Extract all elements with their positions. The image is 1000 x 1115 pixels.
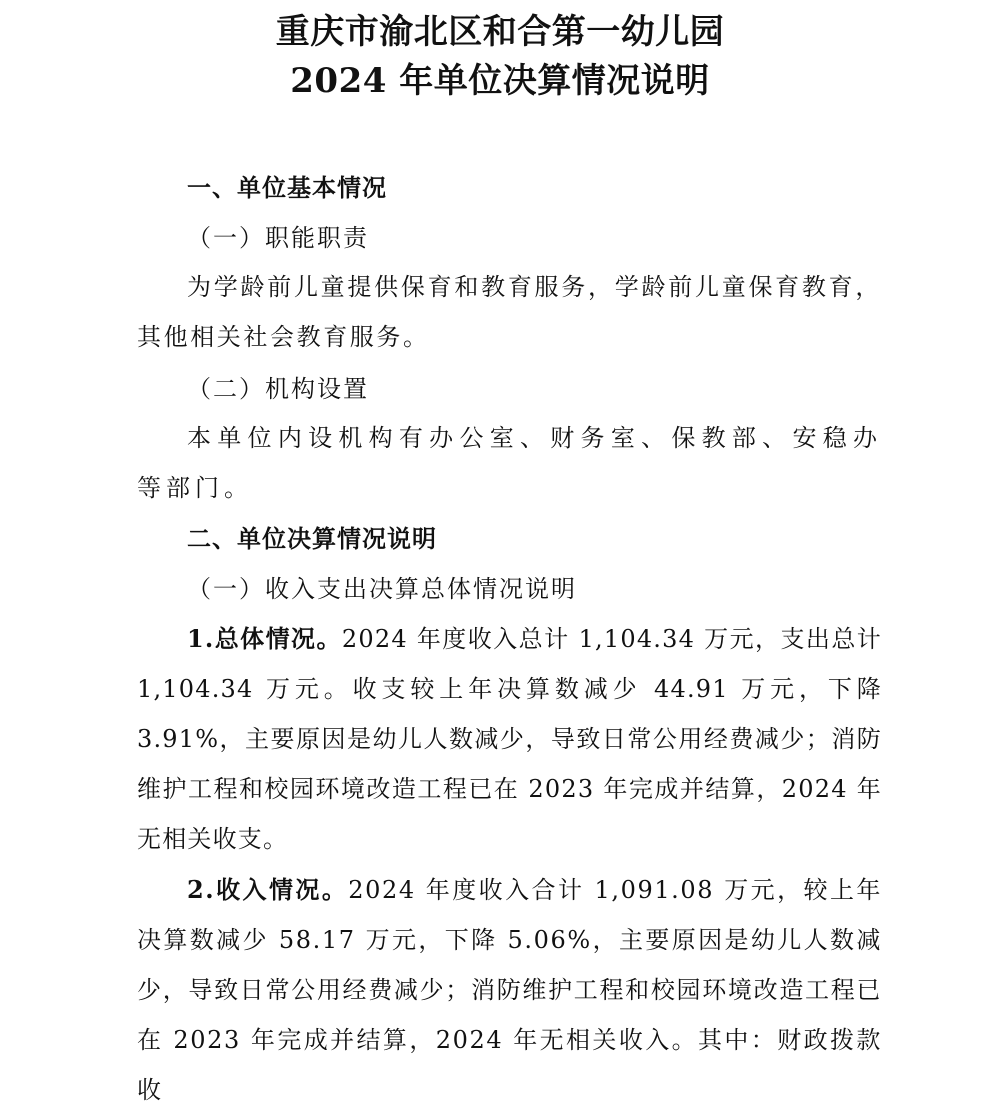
paragraph-body-income: 2024 年度收入合计 1,091.08 万元，较上年决算数减少 58.17 万元，下降 5.06%，主要原因是幼儿人数减少，导致日常公用经费减少；消防维护工程和校园环境改造工程已在 2023 年完成并结算，2024 年无相关收入。其中：财政拨款收 <box>137 876 882 1104</box>
paragraph-lead-overall: 1.总体情况。 <box>187 624 342 653</box>
paragraph-lead-income: 2.收入情况。 <box>187 875 349 904</box>
document-title-line2: 2024 年单位决算情况说明 <box>290 61 710 101</box>
section-heading-basic-info: 一、单位基本情况 <box>187 173 387 202</box>
section-heading-final-accounts: 二、单位决算情况说明 <box>187 524 437 553</box>
subsection-heading-organization: （二）机构设置 <box>187 375 369 403</box>
paragraph-overall-situation <box>137 614 882 864</box>
subsection-heading-income-expense: （一）收入支出决算总体情况说明 <box>187 575 577 603</box>
paragraph-body-overall: 2024 年度收入总计 1,104.34 万元，支出总计 1,104.34 万元。收支较上年决算数减少 44.91 万元，下降 3.91%，主要原因是幼儿人数减少，导致日常公用经费减少；消防维护工程和校园环境改造工程已在 2023 年完成并结算，2024 年无相关收支。 <box>137 625 882 853</box>
paragraph-organization: 本单位内设机构有办公室、财务室、保教部、安稳办等部门。 <box>137 424 882 502</box>
paragraph-income-situation <box>137 865 882 1115</box>
document-title-line1: 重庆市渝北区和合第一幼儿园 <box>275 12 725 52</box>
paragraph-duties: 为学龄前儿童提供保育和教育服务，学龄前儿童保育教育，其他相关社会教育服务。 <box>137 273 882 351</box>
subsection-heading-duties: （一）职能职责 <box>187 224 369 252</box>
